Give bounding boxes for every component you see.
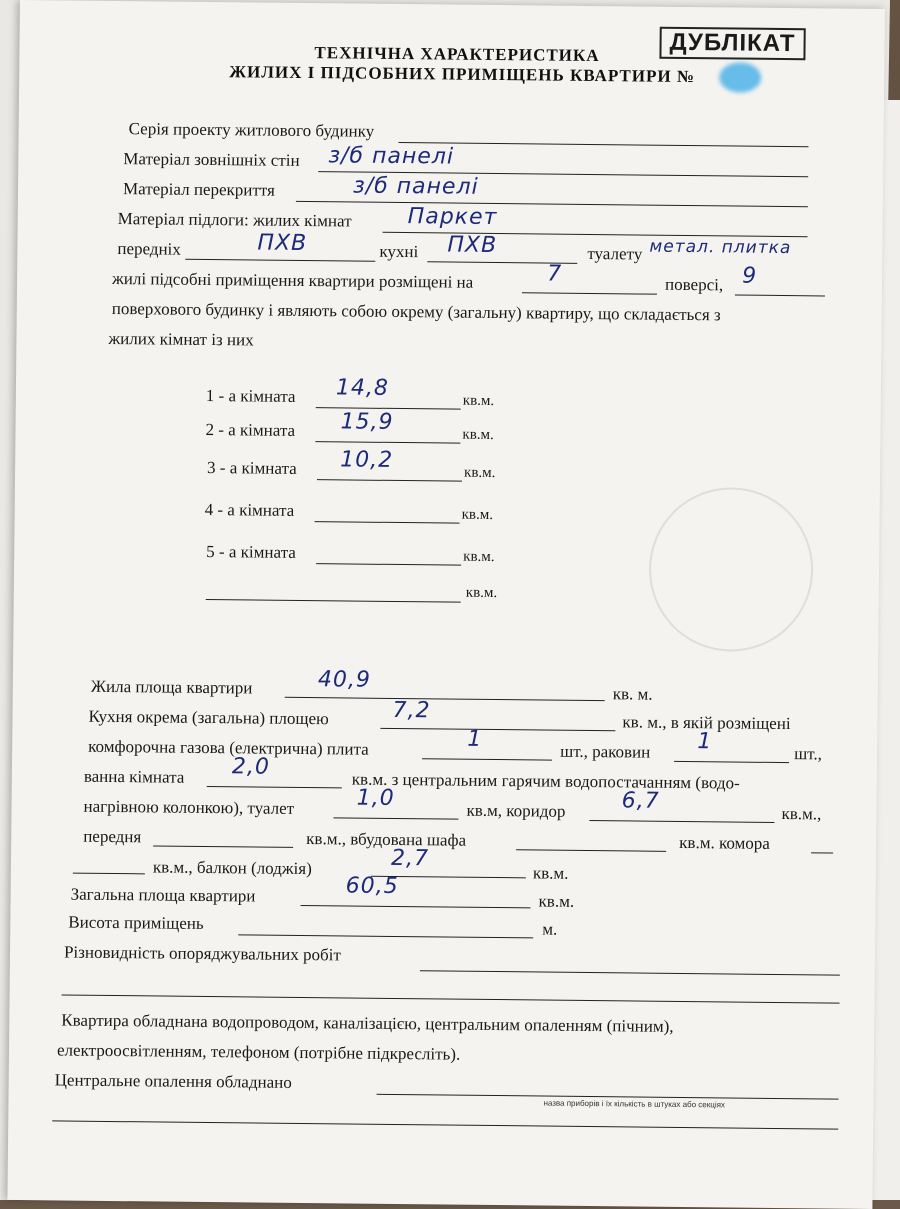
toilet-label: туалету [587, 243, 643, 264]
height-line [238, 934, 533, 938]
project-series-label: Серія проекту житлового будинку [128, 119, 375, 141]
balcony-unit: кв.м. [532, 863, 569, 883]
bath-line [207, 786, 342, 788]
floor-line [522, 292, 657, 294]
finishing-line-2 [62, 994, 840, 1003]
stove-value: 1 [467, 726, 483, 752]
toilet-area-label: нагрівною колонкою), туалет [83, 796, 295, 818]
floors-line [296, 201, 808, 207]
room-3-line [317, 479, 462, 482]
bath-label: ванна кімната [83, 766, 185, 787]
living-area-value: 40,9 [317, 667, 372, 693]
corridor-line [589, 820, 774, 823]
kitchen-area-value: 7,2 [392, 697, 431, 724]
corridor-unit: кв.м., [781, 804, 822, 824]
floor-suffix: поверсі, [664, 274, 724, 295]
room-extra-line [206, 599, 461, 603]
flooring-label: Матеріал підлоги: жилих кімнат [117, 209, 352, 231]
storage-value-line [73, 873, 145, 875]
room-5-line [316, 563, 461, 566]
kitchen-value: ПХВ [447, 232, 498, 259]
heating-line-2 [52, 1120, 838, 1129]
floors-value: з/б панелі [352, 173, 479, 200]
corridor-value: 6,7 [621, 788, 660, 814]
room-2-label: 2 - а кімната [205, 419, 296, 440]
doc-title-line2: ЖИЛИХ І ПІДСОБНИХ ПРИМІЩЕНЬ КВАРТИРИ № [229, 62, 696, 87]
storage-unit: кв.м., балкон (лоджія) [152, 857, 312, 879]
height-label: Висота приміщень [68, 912, 204, 933]
storeys-value: 9 [742, 263, 758, 289]
room-3-unit: кв.м. [463, 464, 496, 482]
location-label: жилі підсобні приміщення квартири розміщені на [111, 268, 474, 292]
bath-value: 2,0 [231, 754, 271, 780]
height-unit: м. [542, 919, 558, 939]
building-text: поверхового будинку і являють собою окрему (загальну) квартиру, що складається з [111, 298, 721, 325]
hall-value: ПХВ [257, 230, 308, 257]
hall-area-label: передня [83, 826, 142, 847]
duplicate-stamp: ДУБЛІКАТ [659, 27, 805, 61]
total-area-value: 60,5 [345, 873, 399, 900]
walls-label: Матеріал зовнішніх стін [123, 149, 300, 170]
flooring-value: Паркет [407, 204, 498, 231]
kitchen-area-label: Кухня окрема (загальна) площею [88, 706, 329, 729]
flooring-line [383, 232, 808, 237]
room-5-label: 5 - а кімната [206, 541, 296, 562]
document-page [7, 0, 885, 1209]
sinks-value: 1 [697, 729, 713, 755]
floor-value: 7 [547, 261, 563, 287]
hall-label: передніх [117, 239, 181, 259]
room-4-unit: кв.м. [461, 506, 494, 523]
walls-value: з/б панелі [328, 143, 455, 170]
room-2-line [315, 441, 460, 444]
living-area-label: Жила площа квартири [90, 676, 253, 698]
kitchen-area-line [380, 728, 615, 731]
project-series-line [399, 142, 809, 147]
balcony-value: 2,7 [390, 845, 430, 872]
living-area-line [285, 697, 605, 701]
faint-seal-icon [648, 487, 814, 653]
living-area-unit: кв. м. [612, 684, 653, 704]
room-1-unit: кв.м. [462, 392, 495, 409]
room-4-line [315, 521, 460, 524]
kitchen-label: кухні [379, 241, 419, 262]
doc-title-line1: ТЕХНІЧНА ХАРАКТЕРИСТИКА [314, 43, 600, 66]
room-3-value: 10,2 [340, 447, 394, 473]
floors-label: Матеріал перекриття [122, 179, 275, 200]
hall-line [185, 259, 375, 262]
sinks-line [674, 761, 789, 763]
closet-unit: кв.м. комора [679, 832, 770, 853]
rooms-text: жилих кімнат із них [108, 328, 254, 350]
total-area-unit: кв.м. [538, 891, 575, 911]
bath-text: кв.м. з центральним гарячим водопостачанням (водо- [351, 769, 740, 793]
toilet-area-unit: кв.м, коридор [466, 800, 566, 821]
room-1-value: 14,8 [335, 375, 390, 401]
room-extra-unit: кв.м. [465, 584, 498, 602]
equipment-line2: електроосвітленням, телефоном (потрібне підкресліть). [56, 1040, 461, 1064]
room-5-unit: кв.м. [463, 548, 495, 565]
heating-caption: назва приборів і їх кількість в штуках або секціях [543, 1098, 725, 1110]
total-area-label: Загальна площа квартири [70, 884, 256, 906]
room-2-value: 15,9 [340, 409, 394, 435]
toilet-area-line [333, 817, 458, 819]
closet-line [516, 849, 666, 852]
equipment-line1: Квартира обладнана водопроводом, каналізацією, центральним опаленням (пічним), [61, 1010, 674, 1036]
heating-label: Центральне опалення обладнано [54, 1070, 292, 1092]
stove-line [422, 758, 552, 760]
storeys-line [735, 295, 825, 297]
sinks-unit: шт., [794, 744, 822, 764]
room-3-label: 3 - а кімната [207, 457, 297, 478]
hall-area-line [153, 845, 293, 847]
kitchen-area-unit: кв. м., в якій розміщені [622, 712, 791, 734]
redaction-blot [719, 62, 761, 92]
room-2-unit: кв.м. [462, 426, 494, 443]
stove-unit: шт., раковин [560, 741, 651, 762]
hall-area-unit: кв.м., вбудована шафа [306, 829, 467, 850]
toilet-value: метал. плитка [649, 236, 792, 259]
toilet-area-value: 1,0 [356, 785, 395, 811]
stove-label: комфорочна газова (електрична) плита [88, 736, 369, 759]
storage-line [811, 852, 833, 853]
finishing-label: Різновидність опоряджувальних робіт [63, 942, 341, 965]
total-area-line [301, 905, 531, 908]
room-1-label: 1 - а кімната [205, 385, 296, 406]
room-4-label: 4 - а кімната [204, 499, 295, 520]
finishing-line [420, 970, 840, 975]
